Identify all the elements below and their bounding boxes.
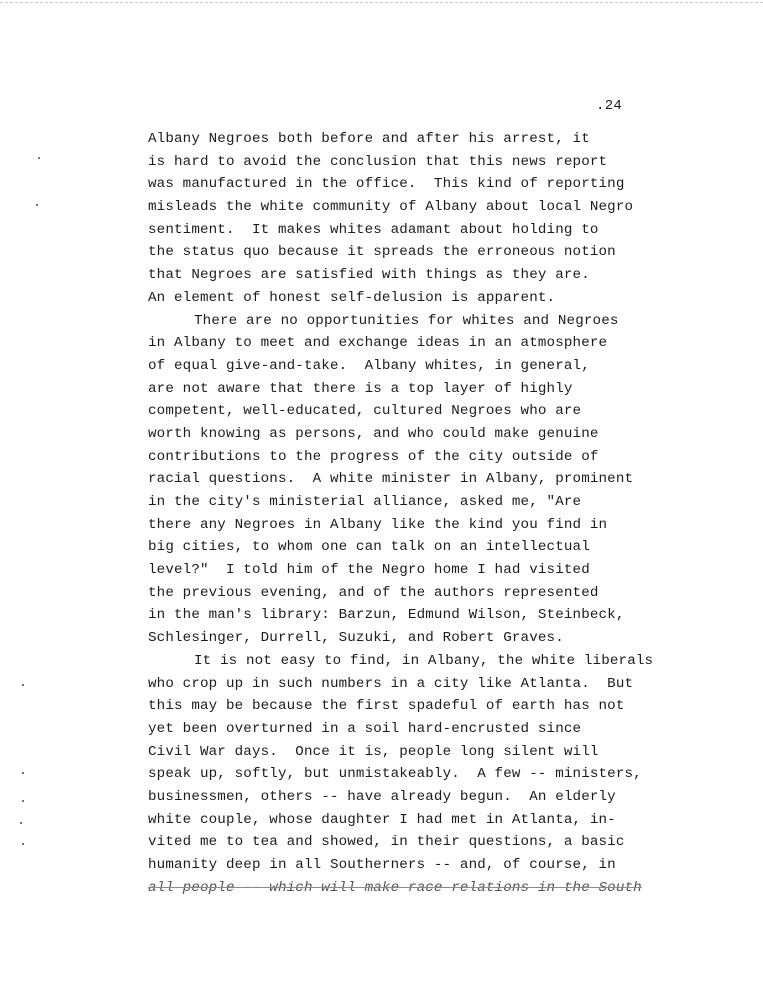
scan-speck	[20, 822, 22, 824]
page-top-border	[0, 2, 763, 3]
scan-speck	[22, 843, 24, 845]
faint-struck-line: all people -- which will make race relations in the South	[148, 879, 642, 896]
text-line: the previous evening, and of the authors represented	[148, 584, 599, 601]
text-line: humanity deep in all Southerners -- and, of course, in	[148, 857, 616, 873]
text-line: big cities, to whom one can talk on an intellectual	[148, 539, 590, 556]
text-line: sentiment. It makes whites adamant about holding to	[148, 221, 599, 238]
text-line: racial questions. A white minister in Albany, prominent	[148, 471, 634, 488]
text-line: competent, well-educated, cultured Negroes who are	[148, 403, 582, 420]
text-line: that Negroes are satisfied with things as they are.	[148, 267, 590, 284]
text-line: businessmen, others -- have already begun. An elderly	[148, 788, 616, 805]
text-line: who crop up in such numbers in a city like Atlanta. But	[148, 675, 634, 692]
text-line: was manufactured in the office. This kind of reporting	[148, 176, 625, 193]
text-line: in the city's ministerial alliance, asked me, "Are	[148, 494, 582, 510]
text-line: Civil War days. Once it is, people long silent will	[148, 743, 599, 760]
text-line: the status quo because it spreads the erroneous notion	[148, 244, 616, 261]
text-line: contributions to the progress of the city outside of	[148, 448, 599, 465]
text-line: misleads the white community of Albany about local Negro	[148, 199, 634, 216]
text-line: this may be because the first spadeful of earth has not	[148, 698, 625, 715]
text-line: white couple, whose daughter I had met in Atlanta, in-	[148, 811, 616, 828]
page-number: .24	[596, 98, 623, 114]
text-line: in the man's library: Barzun, Edmund Wilson, Steinbeck,	[148, 607, 625, 624]
text-line: vited me to tea and showed, in their questions, a basic	[148, 834, 625, 851]
text-line: yet been overturned in a soil hard-encrusted since	[148, 720, 582, 737]
text-line: there any Negroes in Albany like the kind you find in	[148, 516, 608, 533]
text-line: of equal give-and-take. Albany whites, in general,	[148, 357, 590, 374]
text-line: level?" I told him of the Negro home I had visited	[148, 562, 590, 579]
text-line: worth knowing as persons, and who could make genuine	[148, 425, 599, 442]
scan-speck	[36, 204, 38, 206]
scan-speck	[22, 684, 24, 686]
text-line: speak up, softly, but unmistakeably. A few -- ministers,	[148, 766, 642, 783]
text-line: Schlesinger, Durrell, Suzuki, and Robert Graves.	[148, 630, 564, 647]
scan-speck	[38, 157, 40, 159]
text-line: is hard to avoid the conclusion that this news report	[148, 153, 608, 170]
text-line: Albany Negroes both before and after his arrest, it	[148, 131, 590, 147]
scan-speck	[22, 772, 24, 774]
paragraph-start-line: It is not easy to find, in Albany, the white liberals	[194, 652, 654, 669]
paragraph-start-line: There are no opportunities for whites and Negroes	[194, 312, 619, 329]
text-line: in Albany to meet and exchange ideas in an atmosphere	[148, 335, 608, 352]
text-line: are not aware that there is a top layer of highly	[148, 380, 573, 397]
text-line: An element of honest self-delusion is apparent.	[148, 289, 556, 306]
document-body	[148, 128, 708, 899]
scan-speck	[22, 800, 24, 802]
